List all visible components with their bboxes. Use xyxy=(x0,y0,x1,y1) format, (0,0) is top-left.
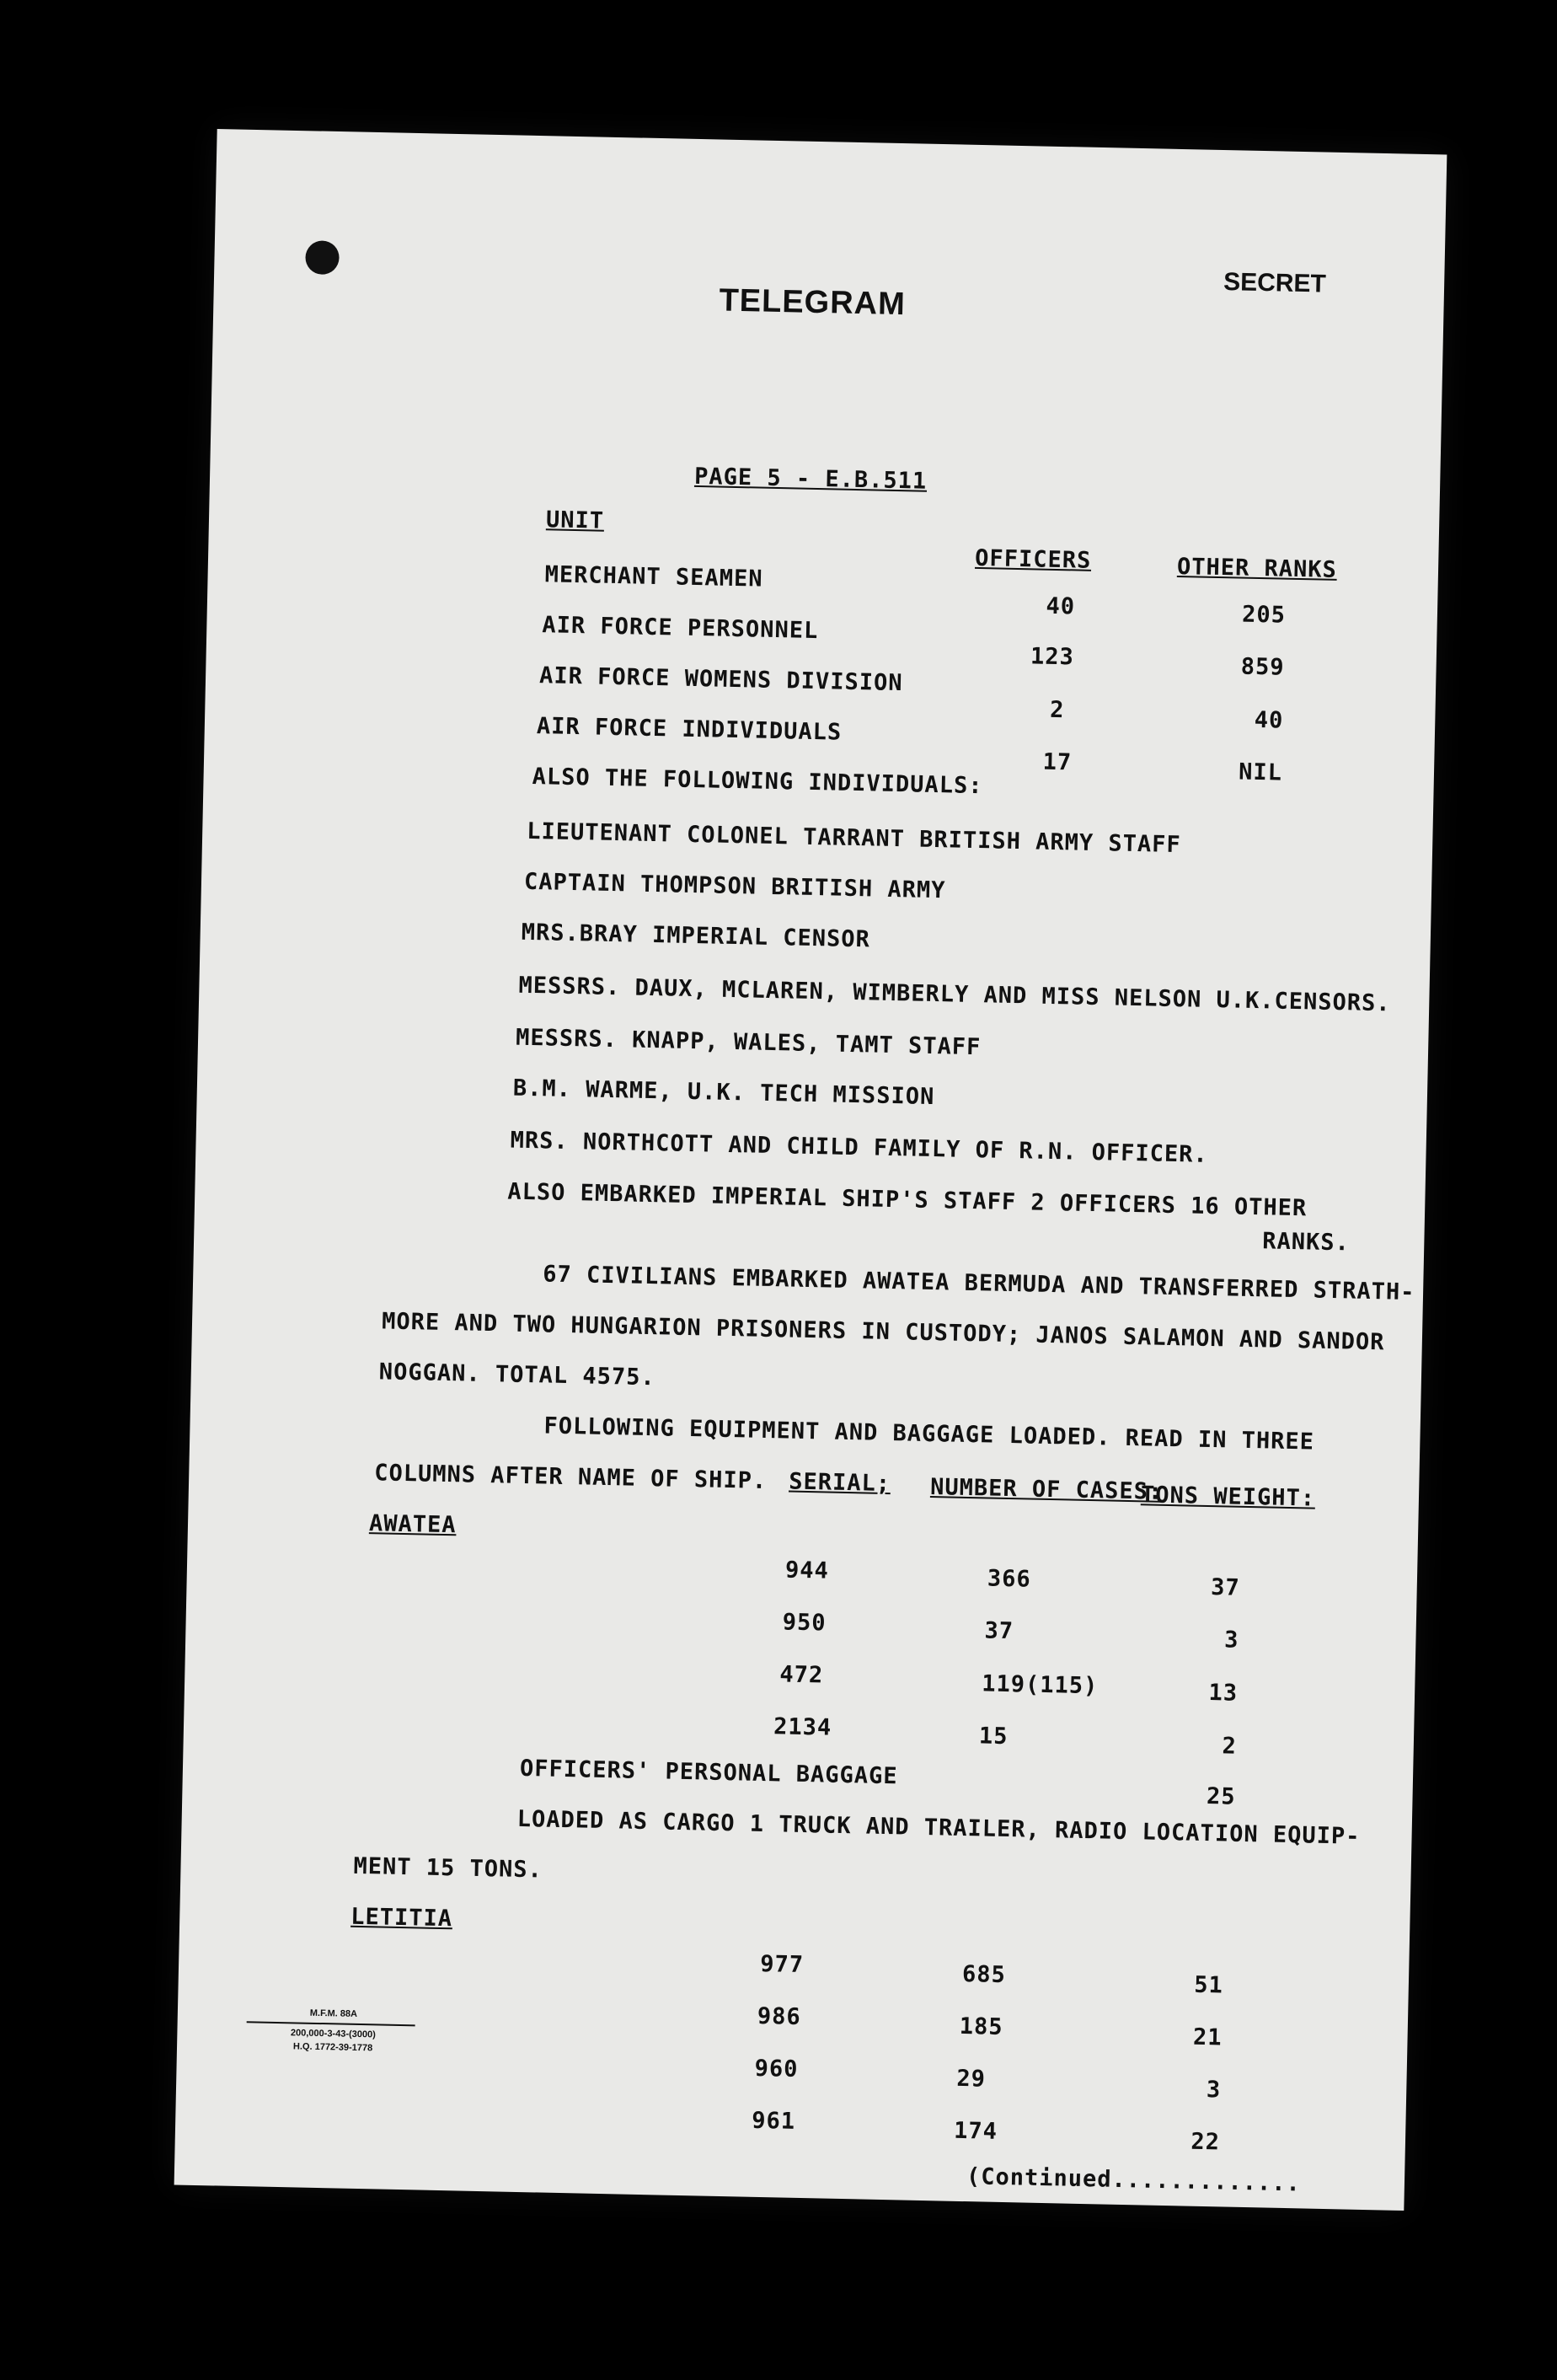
serial-value: 950 xyxy=(782,1609,827,1637)
page-reference: PAGE 5 - E.B.511 xyxy=(693,463,928,495)
col-header-other-ranks: OTHER RANKS xyxy=(1176,553,1338,583)
serial-value: 960 xyxy=(754,2055,799,2082)
cases-value: 185 xyxy=(959,2013,1003,2041)
individual-line: MRS. NORTHCOTT AND CHILD FAMILY OF R.N. OFFICER. xyxy=(510,1127,1209,1168)
unit-name: MERCHANT SEAMEN xyxy=(544,561,763,592)
civilians-line-2: MORE AND TWO HUNGARION PRISONERS IN CUSTODY; JANOS SALAMON AND SANDOR xyxy=(381,1308,1385,1356)
serial-value: 472 xyxy=(779,1661,824,1689)
col-header-cases: NUMBER OF CASES: xyxy=(929,1474,1164,1505)
civilians-line-1: 67 CIVILIANS EMBARKED AWATEA BERMUDA AND TRANSFERRED STRATH- xyxy=(543,1261,1415,1306)
col-header-unit: UNIT xyxy=(545,507,605,534)
individual-line: MESSRS. DAUX, MCLAREN, WIMBERLY AND MISS NELSON U.K.CENSORS. xyxy=(518,972,1391,1017)
tons-value: 2 xyxy=(1222,1733,1238,1760)
tons-value: 21 xyxy=(1192,2024,1223,2051)
officers-count: 40 xyxy=(1046,592,1076,620)
other-ranks-count: 859 xyxy=(1240,653,1285,681)
form-number: M.F.M. 88A xyxy=(309,2007,358,2019)
other-ranks-count: NIL xyxy=(1238,758,1283,786)
cargo-line-1: LOADED AS CARGO 1 TRUCK AND TRAILER, RADIO LOCATION EQUIP- xyxy=(516,1805,1361,1850)
tons-value: 13 xyxy=(1208,1680,1239,1707)
individual-line: LIEUTENANT COLONEL TARRANT BRITISH ARMY STAFF xyxy=(527,817,1181,859)
serial-value: 986 xyxy=(757,2002,802,2030)
civilians-line-3: NOGGAN. TOTAL 4575. xyxy=(378,1359,655,1391)
individuals-intro: ALSO THE FOLLOWING INDIVIDUALS: xyxy=(532,763,983,800)
telegram-page xyxy=(174,129,1447,2211)
baggage-label: OFFICERS' PERSONAL BAGGAGE xyxy=(519,1755,898,1790)
tons-value: 22 xyxy=(1190,2128,1221,2156)
serial-value: 977 xyxy=(759,1950,805,1979)
ship-staff-line: ALSO EMBARKED IMPERIAL SHIP'S STAFF 2 OFFICERS 16 OTHER xyxy=(507,1178,1308,1222)
form-title: TELEGRAM xyxy=(719,282,907,323)
serial-value: 2134 xyxy=(773,1713,832,1741)
individual-line: MRS.BRAY IMPERIAL CENSOR xyxy=(521,919,871,953)
tons-value: 3 xyxy=(1223,1627,1239,1654)
officers-count: 2 xyxy=(1049,696,1065,724)
ship-staff-continued: RANKS. xyxy=(1262,1228,1351,1257)
baggage-tons: 25 xyxy=(1206,1783,1236,1810)
equipment-intro-line-2: COLUMNS AFTER NAME OF SHIP. xyxy=(374,1460,768,1494)
other-ranks-count: 40 xyxy=(1254,706,1284,734)
unit-name: AIR FORCE INDIVIDUALS xyxy=(536,713,843,746)
cases-value: 119(115) xyxy=(981,1670,1099,1700)
serial-value: 961 xyxy=(752,2107,796,2135)
continued-note: (Continued............. xyxy=(966,2163,1302,2197)
cases-value: 15 xyxy=(978,1723,1009,1750)
cases-value: 685 xyxy=(961,1960,1007,1989)
tons-value: 37 xyxy=(1210,1574,1241,1601)
cases-value: 366 xyxy=(987,1565,1031,1593)
punch-hole xyxy=(305,240,340,275)
ship-name-awatea: AWATEA xyxy=(368,1510,457,1539)
col-header-officers: OFFICERS xyxy=(974,544,1092,574)
unit-name: AIR FORCE PERSONNEL xyxy=(542,612,819,645)
other-ranks-count: 205 xyxy=(1241,601,1287,629)
form-print-run: 200,000-3-43-(3000) xyxy=(290,2028,376,2040)
officers-count: 17 xyxy=(1042,748,1073,776)
classification-label: SECRET xyxy=(1223,268,1327,298)
tons-value: 3 xyxy=(1206,2077,1222,2104)
individual-line: MESSRS. KNAPP, WALES, TAMT STAFF xyxy=(515,1024,982,1061)
cases-value: 29 xyxy=(956,2065,987,2093)
individual-line: CAPTAIN THOMPSON BRITISH ARMY xyxy=(523,868,946,904)
tons-value: 51 xyxy=(1194,1971,1224,1999)
col-header-serial: SERIAL; xyxy=(788,1468,891,1498)
equipment-intro-line-1: FOLLOWING EQUIPMENT AND BAGGAGE LOADED. READ IN THREE xyxy=(543,1412,1315,1455)
form-divider xyxy=(247,2021,415,2026)
cases-value: 174 xyxy=(953,2117,998,2145)
cases-value: 37 xyxy=(984,1617,1014,1645)
officers-count: 123 xyxy=(1030,643,1075,671)
form-hq-ref: H.Q. 1772-39-1778 xyxy=(292,2041,373,2054)
unit-name: AIR FORCE WOMENS DIVISION xyxy=(538,662,903,697)
individual-line: B.M. WARME, U.K. TECH MISSION xyxy=(512,1075,935,1111)
ship-name-letitia: LETITIA xyxy=(350,1903,453,1932)
col-header-tons: TONS WEIGHT: xyxy=(1140,1482,1316,1512)
cargo-line-2: MENT 15 TONS. xyxy=(353,1852,543,1884)
serial-value: 944 xyxy=(784,1557,830,1584)
